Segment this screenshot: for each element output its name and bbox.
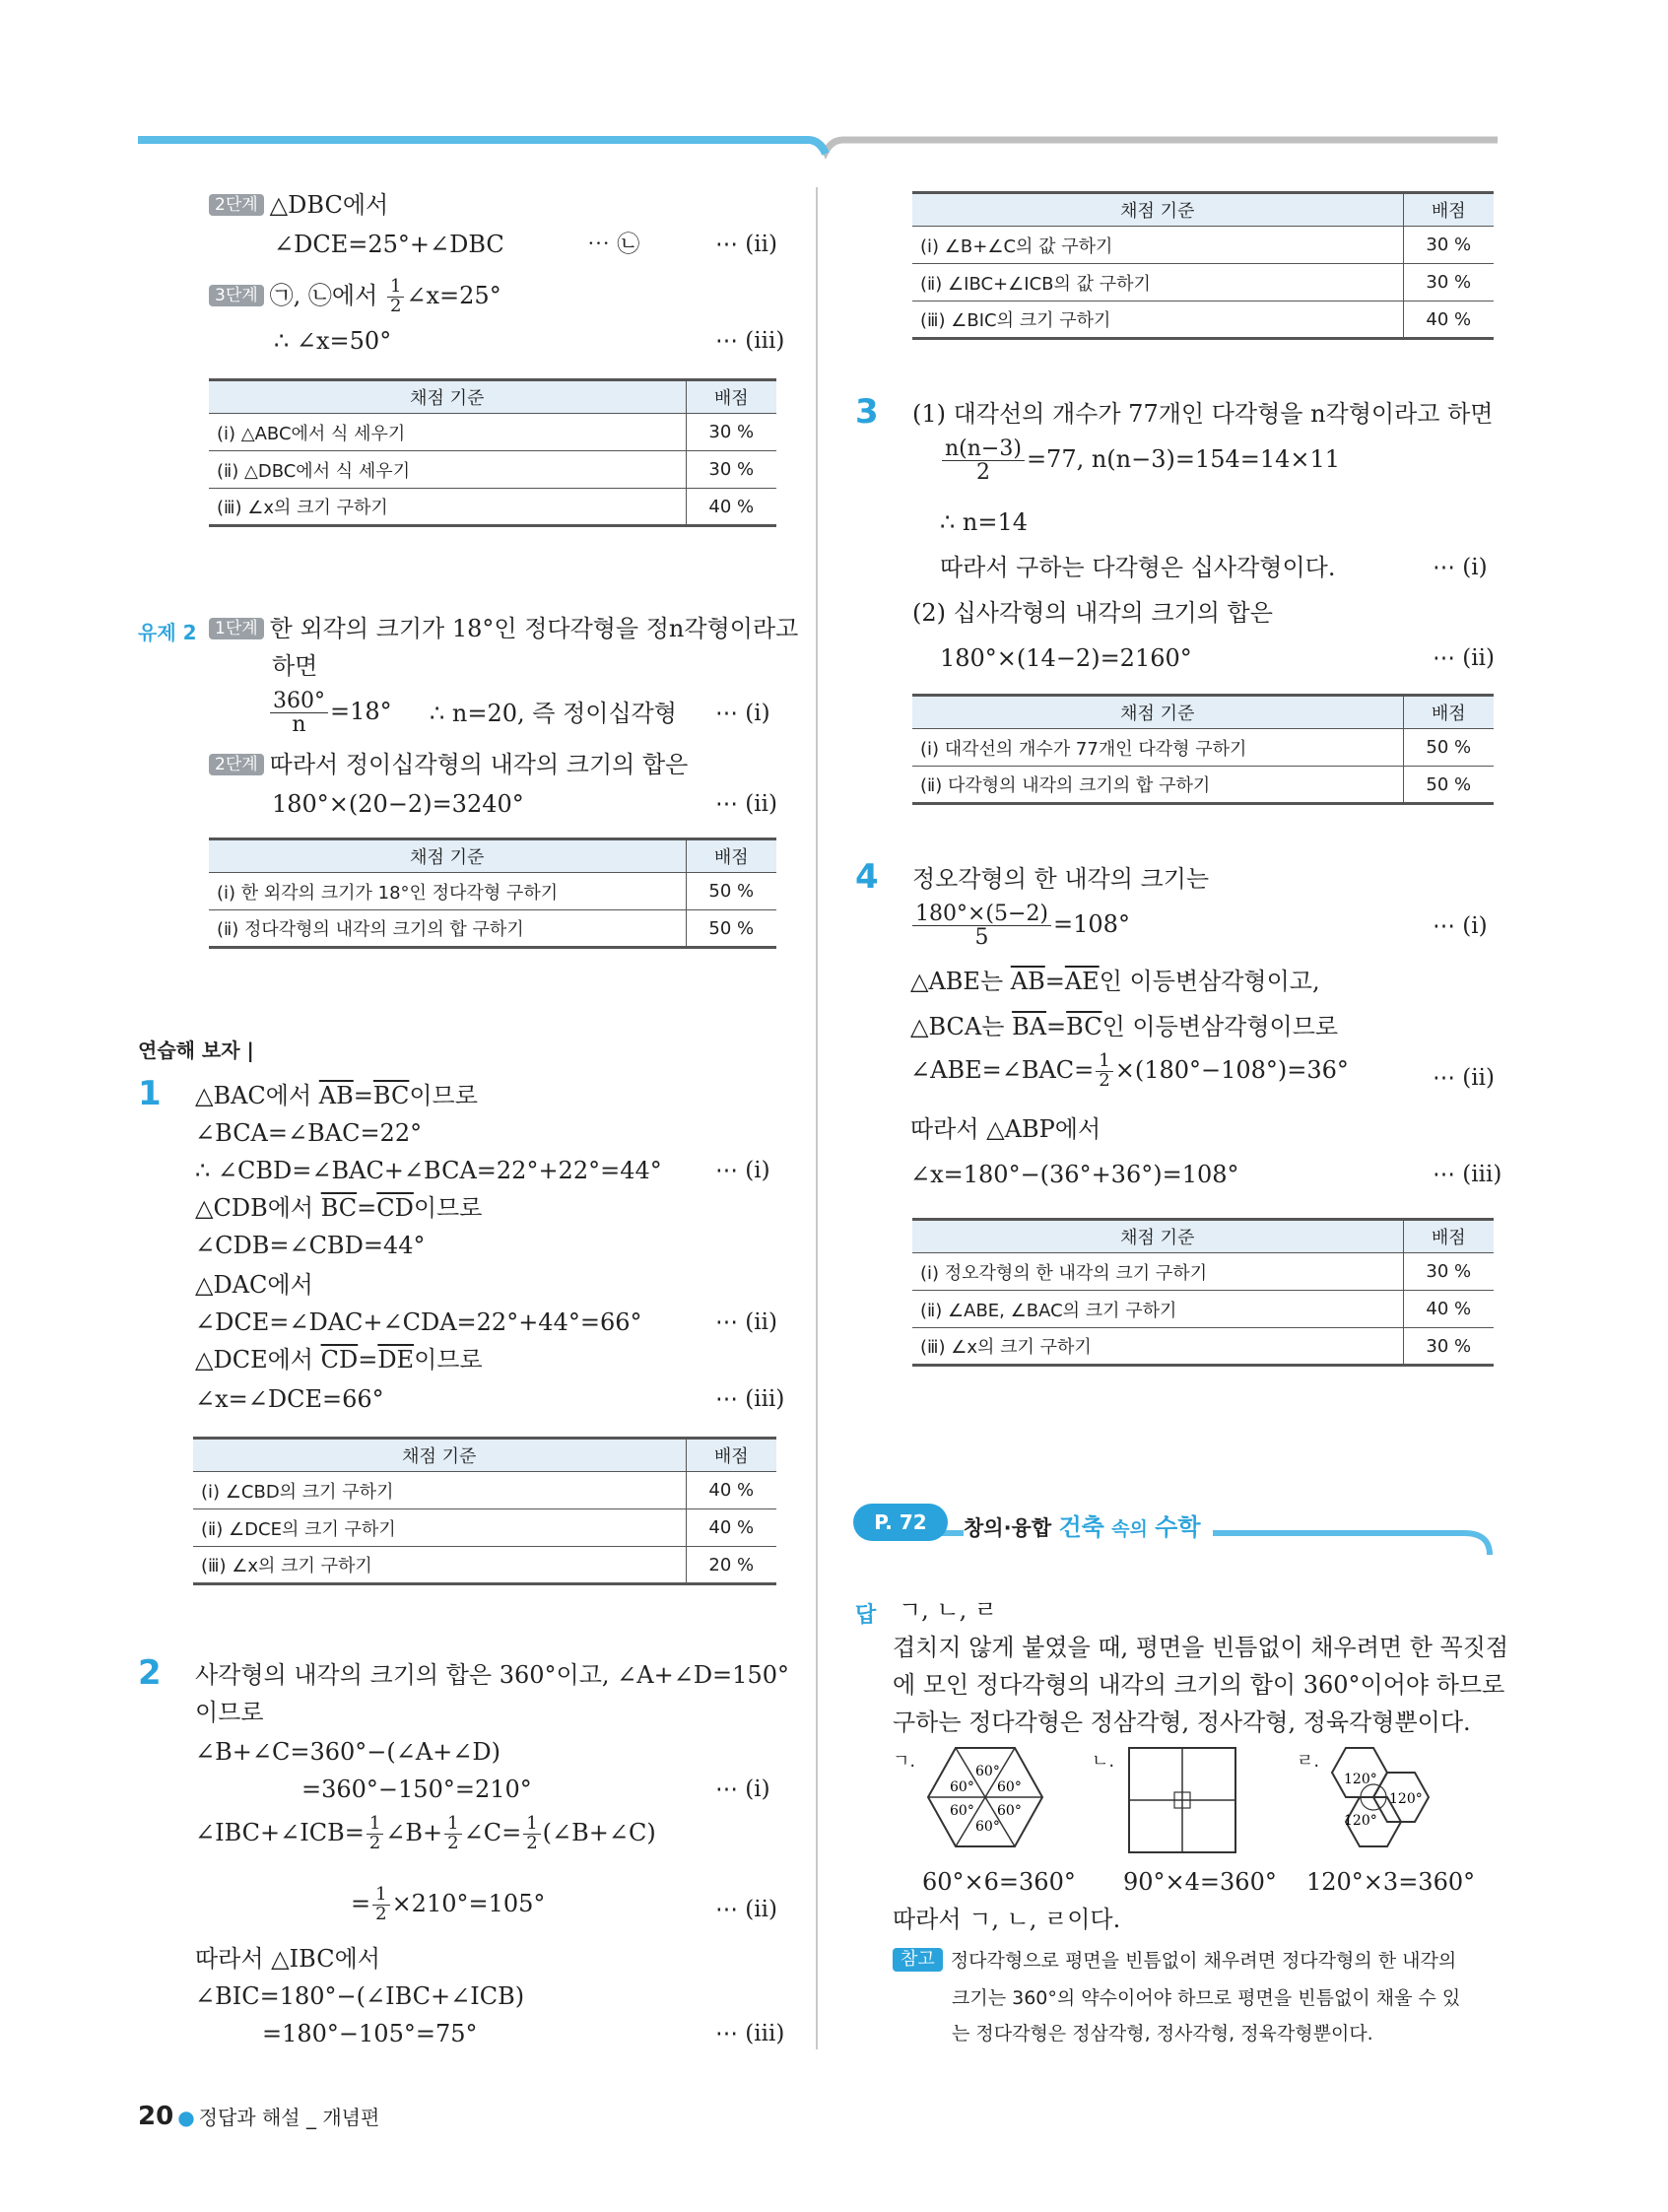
- answer-text: ㄱ, ㄴ, ㄹ: [899, 1596, 998, 1624]
- bullet-dot-icon: ●: [177, 2106, 195, 2129]
- scoring-table-4: [912, 191, 1494, 340]
- p1-line-5: ∠CDB=∠CBD=44°: [195, 1232, 426, 1259]
- frac-num: 1: [1096, 1052, 1112, 1072]
- ref-mark: ⋯ (ⅰ): [715, 701, 770, 726]
- table-row: [912, 264, 1494, 302]
- table-row: [912, 227, 1494, 264]
- fraction: [1096, 1052, 1112, 1091]
- angle-label: 120°: [1389, 1791, 1423, 1807]
- t: 건축: [1058, 1513, 1104, 1541]
- ref-mark: ⋯ (ⅱ): [715, 791, 777, 817]
- note-line-2: 크기는 360°의 약수이어야 하므로 평면을 빈틈없이 채울 수 있: [952, 1987, 1461, 2009]
- t: =: [353, 1082, 373, 1109]
- table-header: 배점: [1403, 193, 1494, 227]
- hexagon-triangles-figure: [926, 1746, 1044, 1848]
- table-cell: (ⅲ) ∠BIC의 크기 구하기: [912, 302, 1403, 339]
- p2-line-1: 사각형의 내각의 크기의 합은 360°이고, ∠A+∠D=150°: [195, 1661, 789, 1689]
- frac-den: 2: [368, 1832, 381, 1853]
- table-header: 배점: [1403, 1220, 1494, 1253]
- table-cell: (ⅰ) ∠CBD의 크기 구하기: [193, 1472, 686, 1509]
- ref-mark: ⋯ (ⅰ): [715, 1158, 770, 1183]
- table-cell: (ⅲ) ∠x의 크기 구하기: [912, 1328, 1403, 1366]
- ref-mark: ⋯ (ⅱ): [715, 232, 777, 257]
- fraction: [372, 1886, 389, 1924]
- p4-line-1: 정오각형의 한 내각의 크기는: [912, 865, 1210, 893]
- note-text: 정다각형으로 평면을 빈틈없이 채우려면 정다각형의 한 내각의: [950, 1950, 1457, 1972]
- fraction: [270, 690, 328, 736]
- t: 수학: [1155, 1513, 1201, 1541]
- angle-label: 60°: [997, 1779, 1022, 1795]
- frac-den: 2: [1099, 1069, 1110, 1091]
- t: ∠ABE=∠BAC=: [910, 1055, 1095, 1084]
- example-text: 따라서 정이십각형의 내각의 크기의 합은: [269, 751, 689, 778]
- segment: $\overline{BC}$: [320, 1194, 358, 1222]
- segment: $\overline{BC}$: [1066, 1013, 1102, 1040]
- table-header: 배점: [1403, 696, 1494, 729]
- table-cell: 40 %: [686, 1509, 776, 1547]
- step-tag: 3단계: [209, 285, 264, 306]
- step2-line: [209, 189, 388, 221]
- page-footer: [138, 2102, 379, 2131]
- table-cell: 40 %: [1403, 302, 1494, 339]
- segment: $\overline{DE}$: [377, 1346, 415, 1374]
- segment: $\overline{CD}$: [376, 1194, 414, 1222]
- table-cell: 40 %: [1403, 1291, 1494, 1328]
- scoring-table-5: [912, 694, 1494, 805]
- t: =: [357, 1194, 377, 1222]
- t: △ABE는: [910, 968, 1011, 995]
- step2-title: △DBC에서: [269, 191, 389, 219]
- table-row: [209, 910, 776, 948]
- note-line-1: [893, 1945, 1456, 1977]
- p3-line-3: ∴ n=14: [940, 508, 1029, 536]
- answer-label: 답: [855, 1603, 877, 1628]
- t: 이므로: [413, 1194, 483, 1222]
- problem-number: 2: [138, 1653, 162, 1693]
- table-row: [193, 1472, 776, 1509]
- p4-line-5: [910, 1052, 1349, 1091]
- frac-den: 2: [447, 1832, 459, 1853]
- table-cell: 50 %: [1403, 729, 1494, 767]
- table-header: 채점 기준: [912, 1220, 1403, 1253]
- frac-den: n: [292, 712, 306, 738]
- t: =108°: [1053, 910, 1130, 939]
- t: =77, n(n−3)=154=14×11: [1026, 445, 1341, 474]
- table-cell: (ⅲ) ∠x의 크기 구하기: [209, 489, 686, 526]
- p1-line-4: [195, 1192, 482, 1224]
- p3-line-2: [940, 437, 1340, 484]
- conclusion: 따라서 ㄱ, ㄴ, ㄹ이다.: [893, 1906, 1121, 1933]
- p3-line-1: (1) 대각선의 개수가 77개인 다각형을 n각형이라고 하면: [912, 400, 1494, 428]
- t: (∠B+∠C): [542, 1818, 656, 1846]
- segment: $\overline{BA}$: [1012, 1013, 1047, 1040]
- angle-label: 60°: [975, 1764, 1000, 1779]
- angle-label: 60°: [997, 1803, 1022, 1819]
- table-header: 채점 기준: [209, 839, 686, 873]
- fraction: [912, 903, 1051, 949]
- ref-mark: ⋯ (ⅲ): [715, 2021, 785, 2046]
- t: △BAC에서: [195, 1082, 319, 1109]
- problem-number: 3: [855, 392, 879, 432]
- table-cell: 50 %: [686, 873, 776, 910]
- table-row: [193, 1509, 776, 1547]
- table-cell: 40 %: [686, 489, 776, 526]
- fig-label-a: ㄱ.: [893, 1751, 916, 1772]
- table-row: [193, 1547, 776, 1584]
- t: ∠IBC+∠ICB=: [195, 1818, 365, 1846]
- table-cell: (ⅱ) ∠DCE의 크기 구하기: [193, 1509, 686, 1547]
- segment: $\overline{CD}$: [320, 1346, 359, 1374]
- ref-mark: ⋯ (ⅲ): [715, 328, 785, 354]
- table-cell: 30 %: [1403, 1328, 1494, 1366]
- p3-line-6: 180°×(14−2)=2160°: [940, 644, 1192, 672]
- explain-2: 에 모인 정다각형의 내각의 크기의 합이 360°이어야 하므로: [893, 1671, 1505, 1699]
- ref-mark: ⋯ (ⅰ): [1433, 913, 1488, 939]
- frac-num: 1: [387, 278, 404, 298]
- scoring-table-6: [912, 1218, 1494, 1367]
- ref-mark: ⋯ (ⅲ): [715, 1386, 785, 1412]
- table-header: 배점: [686, 1439, 776, 1472]
- p2-line-9: =180°−105°=75°: [262, 2020, 478, 2047]
- example-line-2: 하면: [272, 652, 318, 680]
- table-cell: 50 %: [1403, 767, 1494, 804]
- problem-number: 4: [855, 857, 879, 897]
- eq-text: =18°: [330, 698, 392, 726]
- example-line-4: 180°×(20−2)=3240°: [272, 790, 524, 818]
- step3-pre: ㉠, ㉡에서: [269, 281, 378, 309]
- p2-line-7: 따라서 △IBC에서: [195, 1945, 380, 1973]
- p4-line-2: [910, 903, 1130, 949]
- frac-den: 2: [389, 295, 402, 316]
- table-row: [912, 767, 1494, 804]
- example-eq: [268, 690, 392, 736]
- angle-label: 60°: [950, 1779, 974, 1795]
- frac-num: 1: [372, 1886, 389, 1906]
- table-cell: 50 %: [686, 910, 776, 948]
- caption-c: 120°×3=360°: [1306, 1868, 1476, 1896]
- t: =: [351, 1889, 371, 1917]
- ref-mark: ⋯ (ⅱ): [1433, 645, 1495, 671]
- frac-num: 1: [367, 1815, 383, 1835]
- t: ×(180°−108°)=36°: [1114, 1055, 1349, 1084]
- p2-line-8: ∠BIC=180°−(∠IBC+∠ICB): [195, 1982, 525, 2010]
- table-cell: (ⅱ) △DBC에서 식 세우기: [209, 451, 686, 489]
- scoring-table-2: [209, 838, 776, 949]
- top-header-bar: [138, 130, 1498, 160]
- segment: $\overline{AB}$: [1010, 968, 1045, 995]
- table-cell: (ⅱ) ∠IBC+∠ICB의 값 구하기: [912, 264, 1403, 302]
- segment: $\overline{BC}$: [372, 1082, 410, 1109]
- example-result: ∴ n=20, 즉 정이십각형: [430, 700, 677, 727]
- p1-line-1: [195, 1080, 478, 1111]
- fig-label-c: ㄹ.: [1297, 1751, 1320, 1772]
- frac-den: 2: [375, 1903, 387, 1924]
- angle-label: 60°: [975, 1819, 1000, 1835]
- note-line-3: 는 정다각형은 정삼각형, 정사각형, 정육각형뿐이다.: [952, 2023, 1373, 2044]
- example-label: 유제 2: [138, 621, 197, 644]
- table-cell: 30 %: [1403, 264, 1494, 302]
- p1-line-8: [195, 1344, 483, 1375]
- p2-line-2: 이므로: [195, 1699, 264, 1726]
- t: 속의: [1111, 1518, 1148, 1540]
- section-header-p72: [853, 1504, 1494, 1543]
- p3-line-4: 따라서 구하는 다각형은 십사각형이다.: [940, 554, 1336, 581]
- table-cell: 20 %: [686, 1547, 776, 1584]
- step3-post: ∠x=25°: [406, 281, 501, 309]
- scoring-table-3: [193, 1437, 776, 1585]
- square-grid-figure: [1127, 1746, 1237, 1854]
- t: △DCE에서: [195, 1346, 321, 1374]
- angle-label: 120°: [1344, 1772, 1377, 1787]
- p1-line-6: △DAC에서: [195, 1271, 313, 1299]
- note-tag: 참고: [893, 1948, 943, 1972]
- t: =: [1044, 968, 1065, 995]
- ref-mark: ⋯ (ⅰ): [1433, 555, 1488, 580]
- fraction: [367, 1815, 383, 1853]
- t: ∠C=: [463, 1818, 522, 1846]
- table-row: [912, 1291, 1494, 1328]
- segment: $\overline{AB}$: [318, 1082, 354, 1109]
- problem-number: 1: [138, 1074, 162, 1113]
- frac-num: 1: [444, 1815, 461, 1835]
- example-line-1: [209, 613, 798, 644]
- table-row: [209, 873, 776, 910]
- table-cell: (ⅰ) ∠B+∠C의 값 구하기: [912, 227, 1403, 264]
- table-header: 채점 기준: [912, 193, 1403, 227]
- table-cell: 30 %: [1403, 1253, 1494, 1291]
- p4-line-4: [910, 1011, 1338, 1042]
- ref-mark: ⋯ (ⅰ): [715, 1776, 770, 1802]
- footer-text: 정답과 해설 _ 개념편: [198, 2106, 380, 2129]
- frac-num: n(n−3): [942, 437, 1025, 461]
- table-cell: (ⅱ) ∠ABE, ∠BAC의 크기 구하기: [912, 1291, 1403, 1328]
- ref-mark: ⋯ (ⅱ): [715, 1309, 777, 1335]
- table-cell: (ⅰ) 한 외각의 크기가 18°인 정다각형 구하기: [209, 873, 686, 910]
- p4-line-7: ∠x=180°−(36°+36°)=108°: [910, 1161, 1239, 1188]
- fraction: [523, 1815, 540, 1853]
- example-text: 한 외각의 크기가 18°인 정다각형을 정n각형이라고: [269, 615, 799, 642]
- frac-num: 180°×(5−2): [912, 903, 1051, 926]
- explain-1: 겹치지 않게 붙였을 때, 평면을 빈틈없이 채우려면 한 꼭짓점: [893, 1634, 1509, 1661]
- t: =: [358, 1346, 378, 1374]
- table-header: 배점: [686, 839, 776, 873]
- frac-den: 5: [974, 925, 989, 951]
- table-cell: 30 %: [1403, 227, 1494, 264]
- t: ∠B+: [385, 1818, 443, 1846]
- frac-den: 2: [975, 460, 990, 486]
- ref-mark: ⋯ (ⅲ): [1433, 1162, 1502, 1187]
- frac-num: 360°: [270, 690, 328, 713]
- p4-line-6: 따라서 △ABP에서: [910, 1115, 1101, 1143]
- column-divider: [816, 187, 818, 2049]
- scoring-table-1: [209, 378, 776, 527]
- frac-num: 1: [523, 1815, 540, 1835]
- step-tag: 2단계: [209, 194, 264, 216]
- table-cell: (ⅲ) ∠x의 크기 구하기: [193, 1547, 686, 1584]
- ref-mark: ⋯ (ⅱ): [1433, 1065, 1495, 1091]
- explain-3: 구하는 정다각형은 정삼각형, 정사각형, 정육각형뿐이다.: [893, 1709, 1471, 1736]
- angle-label: 60°: [950, 1803, 974, 1819]
- step2-eq: ∠DCE=25°+∠DBC: [274, 231, 504, 258]
- t: ×210°=105°: [391, 1889, 546, 1917]
- page-number: 20: [138, 2102, 174, 2131]
- table-header: 배점: [686, 380, 776, 414]
- step-tag: 1단계: [209, 618, 264, 639]
- fraction: [942, 437, 1025, 484]
- t: 인 이등변삼각형이므로: [1101, 1013, 1339, 1040]
- t: △BCA는: [910, 1013, 1013, 1040]
- step3-result: ∴ ∠x=50°: [274, 327, 392, 355]
- example-line-3: [209, 749, 688, 780]
- table-row: [912, 729, 1494, 767]
- angle-label: 120°: [1344, 1813, 1377, 1829]
- step3-line: [209, 278, 501, 316]
- caption-a: 60°×6=360°: [922, 1868, 1076, 1896]
- section-title: [964, 1508, 1213, 1542]
- table-cell: 30 %: [686, 414, 776, 451]
- table-row: [912, 1328, 1494, 1366]
- p3-line-5: (2) 십사각형의 내각의 크기의 합은: [912, 599, 1273, 627]
- table-row: [209, 489, 776, 526]
- table-row: [912, 302, 1494, 339]
- table-cell: (ⅰ) △ABC에서 식 세우기: [209, 414, 686, 451]
- p1-line-3: ∴ ∠CBD=∠BAC+∠BCA=22°+22°=44°: [195, 1157, 662, 1184]
- segment: $\overline{AE}$: [1064, 968, 1100, 995]
- table-cell: (ⅱ) 다각형의 내각의 크기의 합 구하기: [912, 767, 1403, 804]
- p2-line-4: =360°−150°=210°: [301, 1776, 532, 1803]
- table-cell: (ⅰ) 대각선의 개수가 77개인 다각형 구하기: [912, 729, 1403, 767]
- fraction: [444, 1815, 461, 1853]
- marker: ⋯ ㉡: [587, 232, 640, 257]
- fraction: [387, 278, 404, 316]
- p2-line-3: ∠B+∠C=360°−(∠A+∠D): [195, 1738, 500, 1766]
- p2-line-5: [195, 1815, 656, 1853]
- caption-b: 90°×4=360°: [1123, 1868, 1277, 1896]
- t: 창의·융합: [964, 1516, 1052, 1540]
- ref-mark: ⋯ (ⅱ): [715, 1897, 777, 1922]
- three-hexagons-figure: [1320, 1746, 1444, 1854]
- p4-line-3: [910, 966, 1320, 997]
- p1-line-2: ∠BCA=∠BAC=22°: [195, 1119, 423, 1147]
- p1-line-7: ∠DCE=∠DAC+∠CDA=22°+44°=66°: [195, 1308, 642, 1336]
- table-cell: (ⅱ) 정다각형의 내각의 크기의 합 구하기: [209, 910, 686, 948]
- p1-line-9: ∠x=∠DCE=66°: [195, 1385, 384, 1413]
- table-header: 채점 기준: [912, 696, 1403, 729]
- table-cell: 30 %: [686, 451, 776, 489]
- t: 이므로: [409, 1082, 478, 1109]
- table-row: [912, 1253, 1494, 1291]
- practice-title: 연습해 보자 |: [138, 1039, 254, 1062]
- table-row: [209, 414, 776, 451]
- table-row: [209, 451, 776, 489]
- page-ref-pill: P. 72: [853, 1504, 948, 1541]
- t: 이므로: [414, 1346, 483, 1374]
- table-header: 채점 기준: [209, 380, 686, 414]
- t: =: [1046, 1013, 1067, 1040]
- t: △CDB에서: [195, 1194, 321, 1222]
- frac-den: 2: [526, 1832, 538, 1853]
- table-cell: 40 %: [686, 1472, 776, 1509]
- fig-label-b: ㄴ.: [1092, 1751, 1115, 1772]
- table-header: 채점 기준: [193, 1439, 686, 1472]
- t: 인 이등변삼각형이고,: [1099, 968, 1320, 995]
- p2-line-6: [351, 1886, 545, 1924]
- step-tag: 2단계: [209, 754, 264, 775]
- table-cell: (ⅰ) 정오각형의 한 내각의 크기 구하기: [912, 1253, 1403, 1291]
